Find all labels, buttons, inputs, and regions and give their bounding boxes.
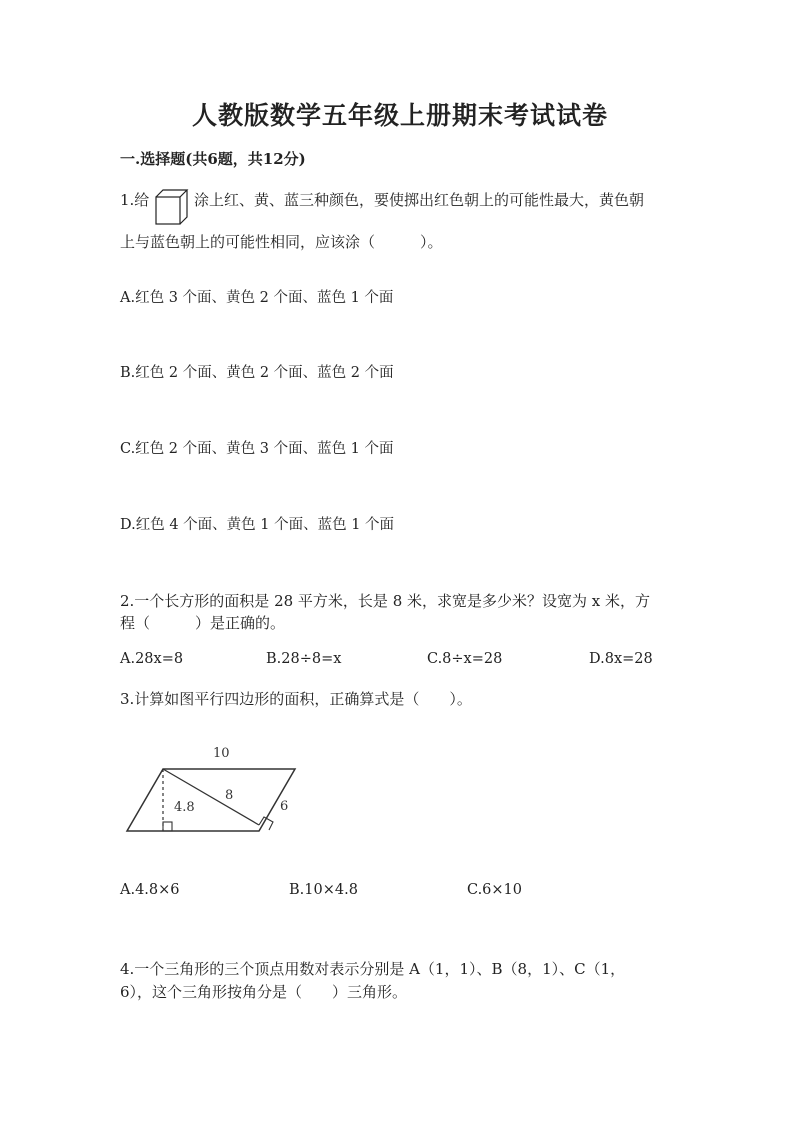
q4-text-line1: 4.一个三角形的三个顶点用数对表示分别是 A（1，1）、B（8，1）、C（1，: [120, 960, 626, 978]
q1-option-b: B.红色 2 个面、黄色 2 个面、蓝色 2 个面: [120, 365, 394, 381]
q4-text-line2: 6），这个三角形按角分是（ ）三角形。: [120, 983, 408, 1001]
q1-option-c: C.红色 2 个面、黄色 3 个面、蓝色 1 个面: [120, 441, 394, 457]
q2-option-c: C.8÷x=28: [427, 651, 503, 667]
cube-icon: [153, 187, 189, 227]
figure-label-height: 4.8: [174, 800, 195, 815]
q2-option-a: A.28x=8: [120, 651, 184, 667]
q3-option-a: A.4.8×6: [120, 882, 180, 898]
q1-option-d: D.红色 4 个面、黄色 1 个面、蓝色 1 个面: [120, 517, 395, 533]
q2-option-d: D.8x=28: [589, 651, 653, 667]
q1-text-line1: 涂上红、黄、蓝三种颜色，要使掷出红色朝上的可能性最大，黄色朝: [194, 191, 645, 209]
q3-option-b: B.10×4.8: [289, 882, 358, 898]
q2-option-b: B.28÷8=x: [266, 651, 342, 667]
page-title: 人教版数学五年级上册期末考试试卷: [191, 101, 608, 130]
figure-label-side: 6: [280, 799, 289, 814]
q3-option-c: C.6×10: [467, 882, 523, 898]
q1-text-line2: 上与蓝色朝上的可能性相同，应该涂（ ）。: [120, 233, 443, 251]
q2-text-line1: 2.一个长方形的面积是 28 平方米，长是 8 米，求宽是多少米？设宽为 x 米，方: [120, 592, 651, 610]
section-heading: 一.选择题(共6题，共12分): [120, 150, 306, 168]
parallelogram-figure: [115, 735, 315, 845]
figure-label-top: 10: [213, 746, 230, 761]
q2-text-line2: 程（ ）是正确的。: [120, 614, 286, 632]
q1-prefix: 1.给: [120, 191, 150, 209]
q1-option-a: A.红色 3 个面、黄色 2 个面、蓝色 1 个面: [120, 290, 394, 306]
q3-text: 3.计算如图平行四边形的面积，正确算式是（ ）。: [120, 690, 472, 708]
figure-label-diagonal: 8: [225, 788, 234, 803]
